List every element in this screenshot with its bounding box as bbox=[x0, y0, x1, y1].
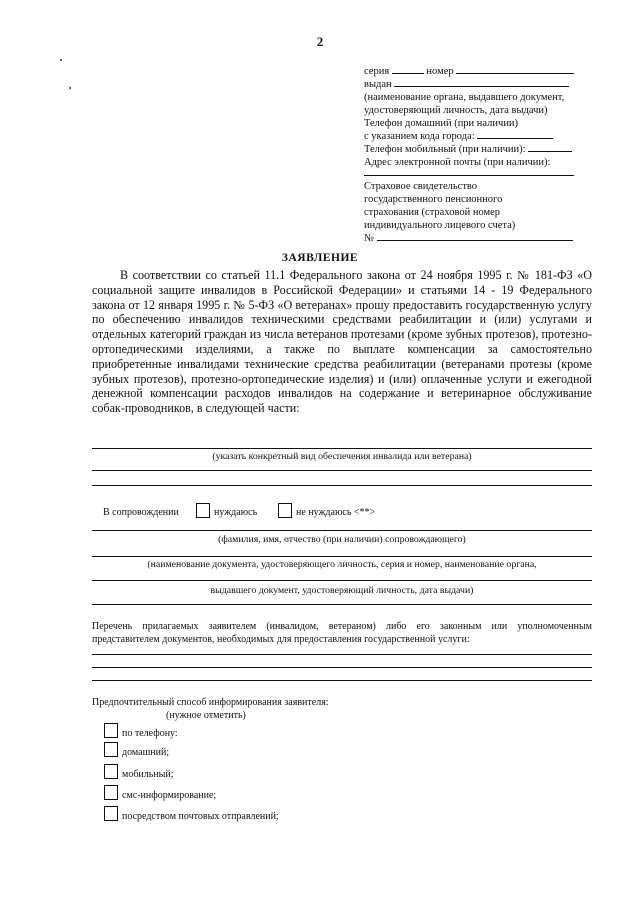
escort-doc-line[interactable] bbox=[92, 580, 592, 581]
document-title: ЗАЯВЛЕНИЕ bbox=[281, 252, 359, 264]
inform-title: Предпочтительный способ информирования заявителя: bbox=[92, 697, 329, 708]
inform-post-checkbox[interactable] bbox=[104, 806, 118, 821]
inform-option-home: домашний; bbox=[122, 747, 170, 758]
number-field[interactable] bbox=[456, 73, 574, 74]
issuer-note-1: (наименование органа, выдавшего документ, bbox=[364, 92, 565, 103]
application-body: В соответствии со статьей 11.1 Федерального закона от 24 ноября 1995 г. № 181-ФЗ «О социальной защите инвалидов в Российской Федерации» и статьями 14 - 19 Федерального закона от 12 января 1995 г. № 5-ФЗ «О ветеранах» прошу предоставить государственную услугу по обеспечению инвалидов техническими средствами реабилитации и (или) услугами и отдельных категорий граждан из числа ветеранов протезами (кроме зубных протезов), протезно-ортопедическими изделиями, а также по выплате компенсации за самостоятельно приобретенные инвалидами технические средства реабилитации (ветеранами протезы (кроме зубных протезов), протезно-ортопедические изделия) и (или) оплаченные услуги и ежегодной денежной компенсации расходов инвалидов на содержание и ветеринарное обслуживание собак-проводников, в следующей части: bbox=[92, 268, 592, 416]
phone-home-label: Телефон домашний (при наличии) bbox=[364, 118, 519, 129]
escort-name-line[interactable] bbox=[92, 530, 592, 531]
issuer-note-2: удостоверяющий личность, дата выдачи) bbox=[364, 105, 548, 116]
phone-mobile-field[interactable] bbox=[528, 151, 572, 152]
phone-home-field[interactable] bbox=[477, 138, 553, 139]
phone-home-code-row bbox=[364, 130, 553, 143]
caption-escort-name: (фамилия, имя, отчество (при наличии) сопровождающего) bbox=[218, 534, 466, 545]
caption-provision: (указать конкретный вид обеспечения инвалида или ветерана) bbox=[212, 451, 472, 462]
attached-docs-text: Перечень прилагаемых заявителем (инвалидом, ветераном) либо его законным или уполномоченным представителем документов, необходимых для предоставления государственной услуги: bbox=[92, 621, 592, 645]
page-number: 2 bbox=[316, 34, 324, 49]
series-label: серия bbox=[364, 66, 390, 77]
inform-hint: (нужное отметить) bbox=[166, 710, 246, 721]
insurance-number-field[interactable] bbox=[377, 240, 573, 241]
inform-sms-checkbox[interactable] bbox=[104, 785, 118, 800]
inform-option-phone: по телефону: bbox=[122, 728, 178, 739]
inform-home-checkbox[interactable] bbox=[104, 742, 118, 757]
number-label: номер bbox=[426, 66, 454, 77]
escort-no-need-label: не нуждаюсь <**> bbox=[296, 507, 376, 518]
escort-doc-line[interactable] bbox=[92, 604, 592, 605]
issued-field[interactable] bbox=[394, 86, 569, 87]
escort-need-checkbox[interactable] bbox=[196, 503, 210, 518]
phone-mobile-row bbox=[364, 143, 572, 156]
series-number-row bbox=[364, 65, 574, 78]
phone-home-code-label: с указанием кода города: bbox=[364, 131, 475, 142]
inform-mobile-checkbox[interactable] bbox=[104, 764, 118, 779]
attached-docs-line[interactable] bbox=[92, 654, 592, 655]
insurance-number-row bbox=[364, 232, 573, 245]
caption-doc-2: выдавшего документ, удостоверяющий личность, дата выдачи) bbox=[210, 585, 474, 596]
escort-label: В сопровождении bbox=[103, 507, 179, 518]
series-field[interactable] bbox=[392, 73, 424, 74]
insurance-line-3: страхования (страховой номер bbox=[364, 207, 501, 218]
provision-line[interactable] bbox=[92, 470, 592, 471]
insurance-line-1: Страховое свидетельство bbox=[364, 181, 478, 192]
insurance-line-2: государственного пенсионного bbox=[364, 194, 503, 205]
scan-speck bbox=[60, 59, 62, 61]
inform-option-post: посредством почтовых отправлений; bbox=[122, 811, 279, 822]
issued-label: выдан bbox=[364, 79, 392, 90]
email-label: Адрес электронной почты (при наличии): bbox=[364, 157, 551, 168]
attached-docs-line[interactable] bbox=[92, 667, 592, 668]
provision-line[interactable] bbox=[92, 448, 592, 449]
inform-phone-checkbox[interactable] bbox=[104, 723, 118, 738]
phone-mobile-label: Телефон мобильный (при наличии): bbox=[364, 144, 526, 155]
inform-option-sms: смс-информирование; bbox=[122, 790, 217, 801]
insurance-number-label: № bbox=[364, 233, 375, 244]
escort-doc-line[interactable] bbox=[92, 556, 592, 557]
provision-line[interactable] bbox=[92, 485, 592, 486]
attached-docs-line[interactable] bbox=[92, 680, 592, 681]
email-field[interactable] bbox=[364, 175, 574, 176]
scan-speck bbox=[69, 87, 71, 89]
escort-no-need-checkbox[interactable] bbox=[278, 503, 292, 518]
escort-need-label: нуждаюсь bbox=[214, 507, 258, 518]
inform-option-mobile: мобильный; bbox=[122, 769, 174, 780]
issued-row bbox=[364, 78, 569, 91]
insurance-line-4: индивидуального лицевого счета) bbox=[364, 220, 516, 231]
caption-doc-1: (наименование документа, удостоверяющего личность, серия и номер, наименование органа, bbox=[147, 559, 537, 570]
